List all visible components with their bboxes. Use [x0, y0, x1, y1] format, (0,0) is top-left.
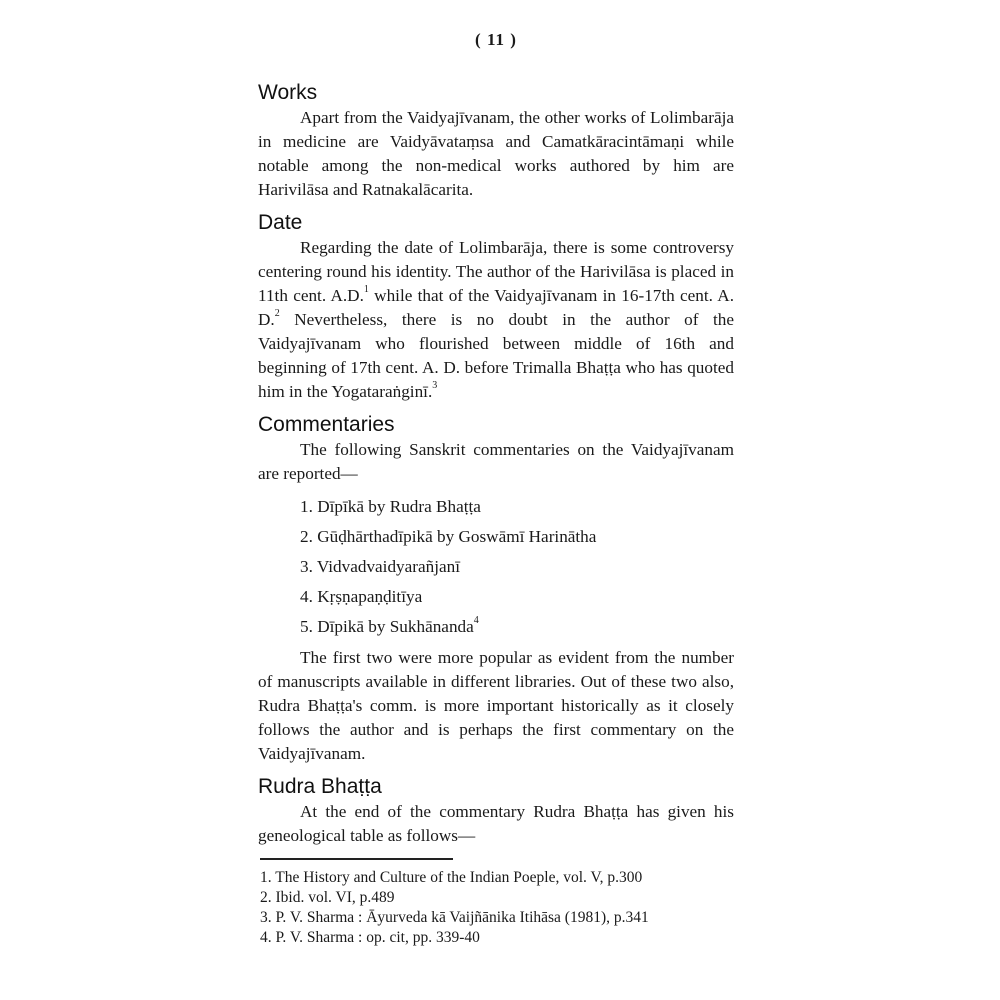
- section-works: [258, 80, 734, 202]
- heading-date: Date: [258, 211, 303, 234]
- footnote-ref-2: 2: [274, 308, 280, 319]
- list-item: 4. Kṛṣṇapaṇḍitīya: [300, 587, 423, 606]
- commentaries-paragraph: The first two were more popular as evident from the number of manuscripts available in different libraries. Out of these two also, Rudra Bhaṭṭa's comm. is more important historically as it closely follows the author and is perhaps the first commentary on the Vaidyajīvanam.: [258, 648, 734, 763]
- heading-commentaries: Commentaries: [258, 413, 395, 436]
- footnote-ref-3: 3: [432, 380, 438, 391]
- rudra-bhatta-paragraph: At the end of the commentary Rudra Bhaṭṭa has given his geneological table as follows—: [258, 802, 734, 845]
- heading-works: Works: [258, 81, 318, 104]
- section-rudra-bhatta: [258, 774, 734, 848]
- list-item: 1. Dīpīkā by Rudra Bhaṭṭa: [300, 497, 481, 516]
- list-item-text: 5. Dīpikā by Sukhānanda: [300, 617, 474, 636]
- footnote-ref-1: 1: [363, 284, 369, 295]
- footnote: 1. The History and Culture of the Indian Poeple, vol. V, p.300: [260, 869, 643, 886]
- footnote-divider: [260, 858, 453, 860]
- works-paragraph: Apart from the Vaidyajīvanam, the other works of Lolimbarāja in medicine are Vaidyāvataṃsa and Camatkāracintāmaṇi while notable among the non-medical works authored by him are Harivilāsa and Ratnakalācarita.: [258, 108, 734, 199]
- date-text-1: Regarding the date of Lolimbarāja, there is some controversy centering round his identity. The author of the Harivilāsa is placed in 11th cent. A.D.: [258, 238, 734, 305]
- list-item: 3. Vidvadvaidyarañjanī: [300, 557, 460, 576]
- date-text-3: Nevertheless, there is no doubt in the author of the Vaidyajīvanam who flourished between middle of 16th and beginning of 17th cent. A. D. before Trimalla Bhaṭṭa who has quoted him in the Yogataraṅginī.: [258, 310, 734, 401]
- footnote: 4. P. V. Sharma : op. cit, pp. 339-40: [260, 929, 480, 946]
- section-commentaries: [258, 412, 734, 766]
- heading-rudra-bhatta: Rudra Bhaṭṭa: [258, 775, 382, 798]
- footnote: 3. P. V. Sharma : Āyurveda kā Vaijñānika Itihāsa (1981), p.341: [260, 909, 649, 926]
- date-paragraph: [258, 236, 734, 404]
- section-date: [258, 210, 734, 404]
- commentaries-intro: The following Sanskrit commentaries on the Vaidyajīvanam are reported—: [258, 440, 734, 483]
- date-text-2: while that of the Vaidyajīvanam in 16-17th cent. A. D.: [258, 286, 735, 329]
- list-item: 2. Gūḍhārthadīpikā by Goswāmī Harinātha: [300, 527, 597, 546]
- list-item: [300, 612, 734, 642]
- commentaries-list: [258, 492, 734, 642]
- footnotes: [258, 868, 734, 948]
- book-page: [258, 30, 734, 948]
- footnote-ref-4: 4: [473, 615, 479, 626]
- page-number: ( 11 ): [475, 30, 517, 49]
- footnote: 2. Ibid. vol. VI, p.489: [260, 889, 395, 906]
